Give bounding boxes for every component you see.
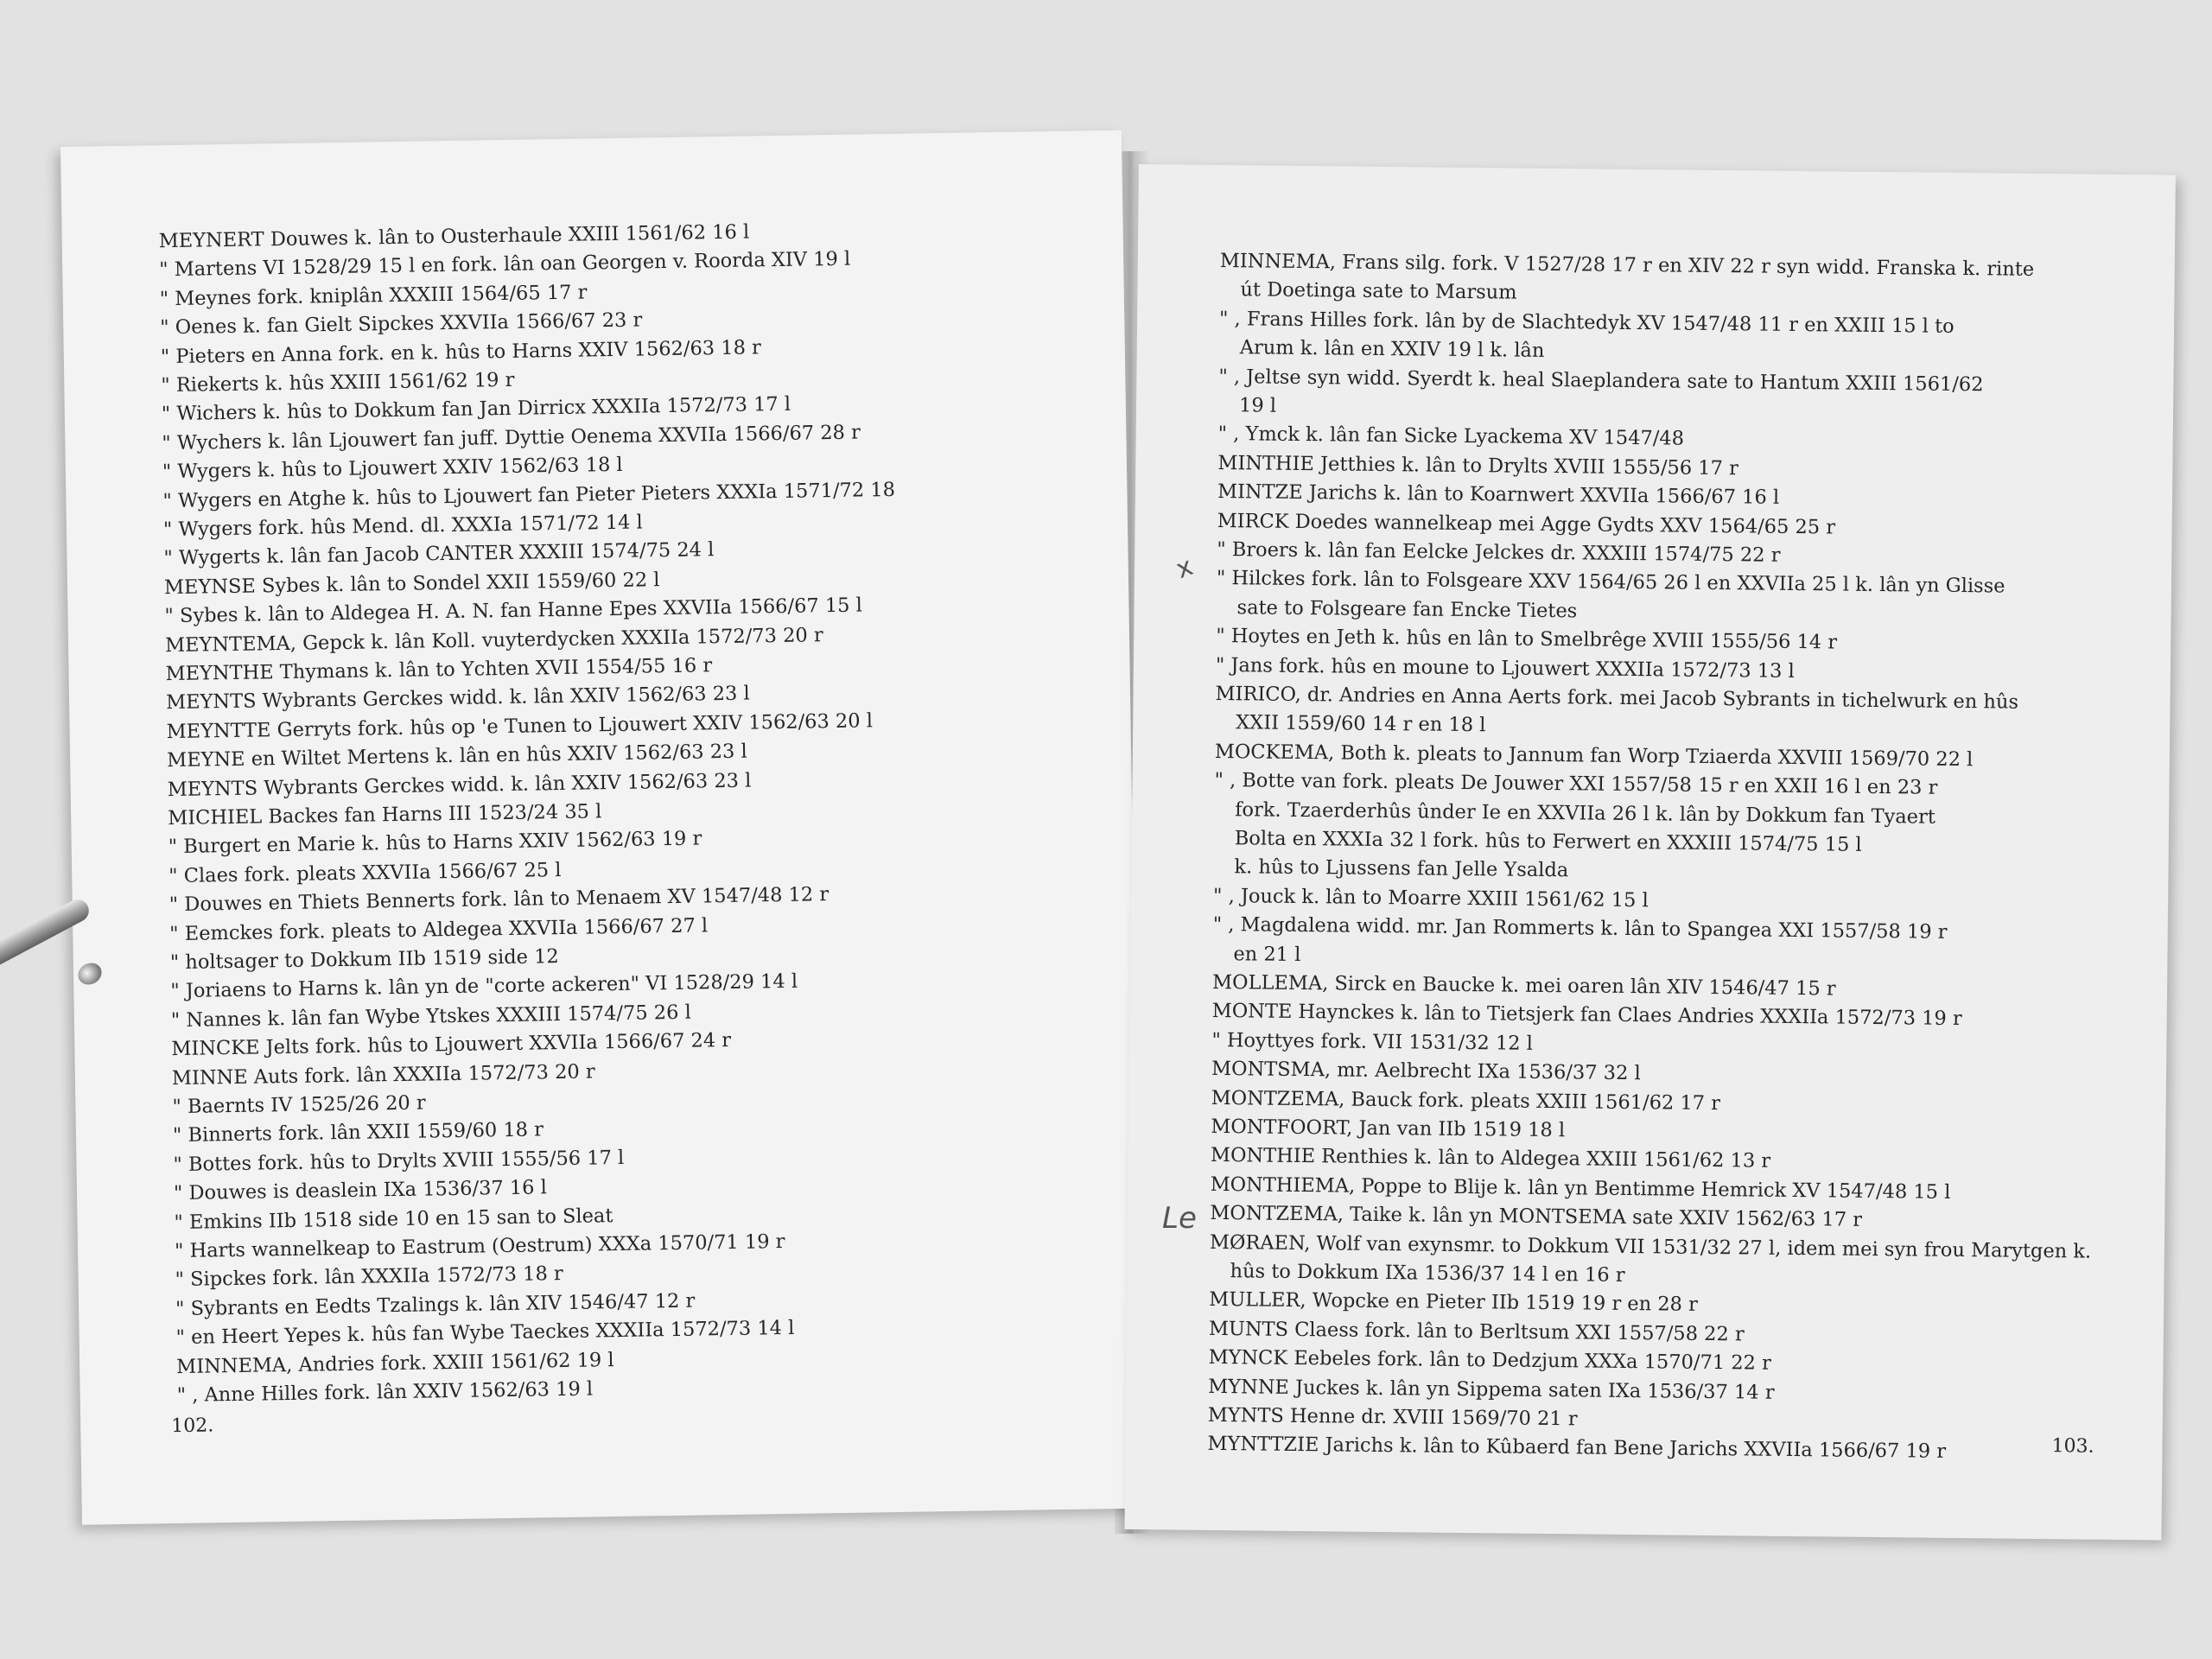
entry-line: MYNNE Juckes k. lân yn Sippema saten IXa 1536/37 14 r	[1208, 1375, 1775, 1404]
entry-line: " , Jeltse syn widd. Syerdt k. heal Slaeplandera sate to Hantum XXIII 1561/62	[1218, 365, 1984, 396]
entry-continuation-line: hûs to Dokkum IXa 1536/37 14 l en 16 r	[1230, 1260, 1625, 1287]
entry-line: " Nannes k. lân fan Wybe Ytskes XXXIII 1574/75 26 l	[170, 1001, 691, 1032]
entry-continuation-line: Arum k. lân en XXIV 19 l k. lân	[1239, 336, 1545, 363]
left-page	[60, 130, 1143, 1525]
entry-line: MIRCK Doedes wannelkeap mei Agge Gydts XXV 1564/65 25 r	[1217, 509, 1836, 539]
entry-line: MONTFOORT, Jan van IIb 1519 18 l	[1211, 1115, 1566, 1142]
entry-line: " Joriaens to Harns k. lân yn de "corte ackeren" VI 1528/29 14 l	[170, 970, 798, 1003]
entry-line: MEYNTTE Gerryts fork. hûs op 'e Tunen to Ljouwert XXIV 1562/63 20 l	[166, 709, 874, 743]
entry-line: " Douwes en Thiets Bennerts fork. lân to Menaem XV 1547/48 12 r	[168, 883, 830, 917]
entry-line: " Wichers k. hûs to Dokkum fan Jan Dirricx XXXIIa 1572/73 17 l	[161, 393, 791, 426]
entry-line: " Riekerts k. hûs XXIII 1561/62 19 r	[161, 368, 515, 397]
entry-line: " Broers k. lân fan Eelcke Jelckes dr. XXXIII 1574/75 22 r	[1217, 537, 1781, 567]
margin-mark-x: x	[1172, 551, 1198, 585]
index-entry	[1211, 1027, 1533, 1058]
entry-line: " , Frans Hilles fork. lân by de Slachtedyk XV 1547/48 11 r en XXIII 15 l to	[1218, 307, 1955, 338]
entry-line: MØRAEN, Wolf van exynsmr. to Dokkum VII 1531/32 27 l, idem mei syn frou Marytgen k.	[1209, 1230, 2092, 1263]
entry-line: " Hoyttyes fork. VII 1531/32 12 l	[1211, 1028, 1534, 1055]
index-entry	[1208, 1402, 1578, 1434]
entry-line: MINTHIE Jetthies k. lân to Drylts XVIII 1555/56 17 r	[1217, 451, 1738, 480]
index-entry	[1211, 1055, 1641, 1089]
entry-line: " Burgert en Marie k. hûs to Harns XXIV 1562/63 19 r	[168, 827, 702, 859]
entry-line: " Sybes k. lân to Aldegea H. A. N. fan Hanne Epes XXVIIa 1566/67 15 l	[164, 594, 863, 628]
index-entry	[1218, 363, 1984, 429]
entry-line: " Harts wannelkeap to Eastrum (Oestrum) XXXa 1570/71 19 r	[174, 1230, 785, 1263]
entry-line: " Wygers k. hûs to Ljouwert XXIV 1562/63 18 l	[162, 454, 623, 484]
entry-line: " Oenes k. fan Gielt Sipckes XXVIIa 1566/67 23 r	[160, 308, 643, 340]
entry-line: MINTZE Jarichs k. lân to Koarnwert XXVIIa 1566/67 16 l	[1217, 480, 1780, 509]
index-entry	[176, 1376, 593, 1411]
entry-line: MICHIEL Backes fan Harns III 1523/24 35 l	[168, 800, 602, 830]
entry-line: " , Magdalena widd. mr. Jan Rommerts k. lân to Spangea XXI 1557/58 19 r	[1212, 913, 1948, 944]
entry-line: " Pieters en Anna fork. en k. hûs to Harns XXIV 1562/63 18 r	[160, 335, 762, 368]
index-entry	[1209, 1229, 2091, 1295]
entry-line: " Baernts IV 1525/26 20 r	[172, 1091, 426, 1119]
entry-line: " Douwes is deaslein IXa 1536/37 16 l	[173, 1176, 548, 1205]
entry-line: MONTZEMA, Taike k. lân yn MONTSEMA sate XXIV 1562/63 17 r	[1210, 1202, 1863, 1232]
entry-line: " Emkins IIb 1518 side 10 en 15 san to Sleat	[174, 1204, 613, 1234]
entry-continuation-line: 19 l	[1238, 394, 1277, 417]
entry-continuation-line: Bolta en XXXIa 32 l fork. hûs to Ferwert en XXXIII 1574/75 15 l	[1234, 827, 1862, 856]
entry-line: " Binnerts fork. lân XXII 1559/60 18 r	[172, 1118, 544, 1147]
entry-line: " , Botte van fork. pleats De Jouwer XXI 1557/58 15 r en XXII 16 l en 23 r	[1214, 769, 1938, 799]
entry-line: MOCKEMA, Both k. pleats to Jannum fan Worp Tziaerda XXVIII 1569/70 22 l	[1214, 740, 1974, 771]
entry-line: MYNTS Henne dr. XVIII 1569/70 21 r	[1207, 1403, 1578, 1431]
entry-line: " Sybrants en Eedts Tzalings k. lân XIV 1546/47 12 r	[175, 1289, 696, 1320]
entry-line: MONTHIEMA, Poppe to Blije k. lân yn Bentimme Hemrick XV 1547/48 15 l	[1210, 1173, 1951, 1204]
entry-line: MEYNERT Douwes k. lân to Ousterhaule XXIII 1561/62 16 l	[158, 220, 750, 253]
entry-line: MYNTTZIE Jarichs k. lân to Kûbaerd fan Bene Jarichs XXVIIa 1566/67 19 r	[1207, 1433, 1947, 1464]
entry-line: MINNE Auts fork. lân XXXIIa 1572/73 20 r	[171, 1060, 595, 1090]
entry-line: " , Ymck k. lân fan Sicke Lyackema XV 1547/48	[1217, 423, 1685, 451]
entry-line: MONTSMA, mr. Aelbrecht IXa 1536/37 32 l	[1211, 1058, 1641, 1085]
entry-continuation-line: k. hûs to Ljussens fan Jelle Ysalda	[1234, 855, 1569, 882]
entry-line: MIRICO, dr. Andries en Anna Aerts fork. mei Jacob Sybrants in tichelwurk en hûs	[1215, 682, 2019, 714]
entry-line: MONTE Haynckes k. lân to Tietsjerk fan Claes Andries XXXIIa 1572/73 19 r	[1211, 1000, 1962, 1031]
entry-line: MOLLEMA, Sirck en Baucke k. mei oaren lân XIV 1546/47 15 r	[1211, 970, 1836, 1001]
right-page	[1124, 164, 2175, 1540]
entry-line: MINCKE Jelts fork. hûs to Ljouwert XXVIIa 1566/67 24 r	[171, 1029, 732, 1061]
entry-line: " Hoytes en Jeth k. hûs en lân to Smelbrêge XVIII 1555/56 14 r	[1216, 625, 1838, 654]
entry-line: " Claes fork. pleats XXVIIa 1566/67 25 l	[168, 858, 562, 887]
index-entry	[1213, 766, 1937, 889]
left-page-number: 102.	[171, 1414, 214, 1438]
entry-line: MYNCK Eebeles fork. lân to Dedzjum XXXa 1570/71 22 r	[1208, 1346, 1771, 1375]
left-entry-list	[60, 130, 1122, 1408]
index-entry	[1212, 911, 1947, 976]
entry-line: " Wygers fork. hûs Mend. dl. XXXIa 1571/72 14 l	[162, 511, 643, 542]
entry-line: " Wygers en Atghe k. hûs to Ljouwert fan Pieter Pieters XXXIa 1571/72 18	[162, 478, 896, 512]
entry-line: MEYNTS Wybrants Gerckes widd. k. lân XXIV 1562/63 23 l	[167, 769, 752, 801]
entry-line: MUNTS Claess fork. lân to Berltsum XXI 1557/58 22 r	[1208, 1317, 1745, 1346]
entry-line: MEYNTEMA, Gepck k. lân Koll. vuyterdycken XXXIIa 1572/73 20 r	[164, 623, 823, 657]
entry-line: MEYNTS Wybrants Gerckes widd. k. lân XXIV 1562/63 23 l	[165, 682, 750, 715]
entry-line: " en Heert Yepes k. hûs fan Wybe Taeckes XXXIIa 1572/73 14 l	[175, 1317, 795, 1350]
entry-line: MONTZEMA, Bauck fork. pleats XXIII 1561/62 17 r	[1211, 1086, 1721, 1115]
index-entry	[1213, 882, 1649, 916]
index-entry	[1219, 305, 1955, 371]
entry-line: MONTHIE Renthies k. lân to Aldegea XXIII 1561/62 13 r	[1210, 1144, 1771, 1173]
entry-line: " Martens VI 1528/29 15 l en fork. lân oan Georgen v. Roorda XIV 19 l	[159, 248, 851, 282]
index-entry	[1218, 420, 1685, 454]
entry-line: " Wygerts k. lân fan Jacob CANTER XXXIII 1574/75 24 l	[163, 538, 715, 570]
entry-line: " Wychers k. lân Ljouwert fan juff. Dyttie Oenema XXVIIa 1566/67 28 r	[162, 421, 861, 454]
entry-line: MINNEMA, Andries fork. XXIII 1561/62 19 l	[175, 1348, 614, 1378]
index-entry	[1211, 1113, 1565, 1146]
right-page-number: 103.	[2051, 1435, 2094, 1458]
entry-line: MEYNSE Sybes k. lân to Sondel XXII 1559/60 22 l	[163, 568, 660, 599]
entry-line: " , Anne Hilles fork. lân XXIV 1562/63 19 l	[176, 1377, 594, 1408]
index-entry	[172, 1090, 426, 1122]
index-entry	[1216, 564, 2005, 630]
entry-line: " holtsager to Dokkum IIb 1519 side 12	[169, 945, 559, 975]
index-entry	[172, 1058, 595, 1093]
entry-continuation-line: sate to Folsgeare fan Encke Tietes	[1236, 596, 1578, 623]
entry-line: MEYNE en Wiltet Mertens k. lân en hûs XXIV 1562/63 23 l	[166, 740, 747, 772]
entry-line: MULLER, Wopcke en Pieter IIb 1519 19 r en 28 r	[1209, 1288, 1698, 1317]
index-entry	[1219, 247, 2034, 314]
entry-line: " Jans fork. hûs en moune to Ljouwert XXXIIa 1572/73 13 l	[1215, 653, 1795, 683]
entry-continuation-line: XXII 1559/60 14 r en 18 l	[1236, 711, 1486, 737]
margin-mark-le: Le	[1162, 1201, 1197, 1236]
entry-line: " Bottes fork. hûs to Drylts XVIII 1555/56 17 l	[173, 1146, 625, 1176]
entry-line: " Hilckes fork. lân to Folsgeare XXV 1564/65 26 l en XXVIIa 25 l k. lân yn Glisse	[1216, 567, 2005, 598]
index-entry	[1207, 1430, 1946, 1466]
entry-line: " Sipckes fork. lân XXXIIa 1572/73 18 r	[175, 1262, 563, 1292]
entry-line: MINNEMA, Frans silg. fork. V 1527/28 17 r en XIV 22 r syn widd. Franska k. rinte	[1219, 249, 2035, 281]
entry-continuation-line: fork. Tzaerderhûs ûnder Ie en XXVIIa 26 l k. lân by Dokkum fan Tyaert	[1235, 798, 1936, 829]
index-entry	[173, 1144, 624, 1180]
entry-line: MEYNTHE Thymans k. lân to Ychten XVII 1554/55 16 r	[165, 654, 713, 686]
entry-continuation-line: út Doetinga sate to Marsum	[1240, 278, 1517, 304]
entry-line: " Eemckes fork. pleats to Aldegea XXVIIa 1566/67 27 l	[169, 913, 709, 945]
entry-continuation-line: en 21 l	[1233, 942, 1301, 966]
entry-line: " , Jouck k. lân to Moarre XXIII 1561/62 15 l	[1213, 884, 1649, 912]
entry-line: " Meynes fork. kniplân XXXIII 1564/65 17 r	[159, 281, 588, 311]
index-entry	[1215, 680, 2018, 747]
